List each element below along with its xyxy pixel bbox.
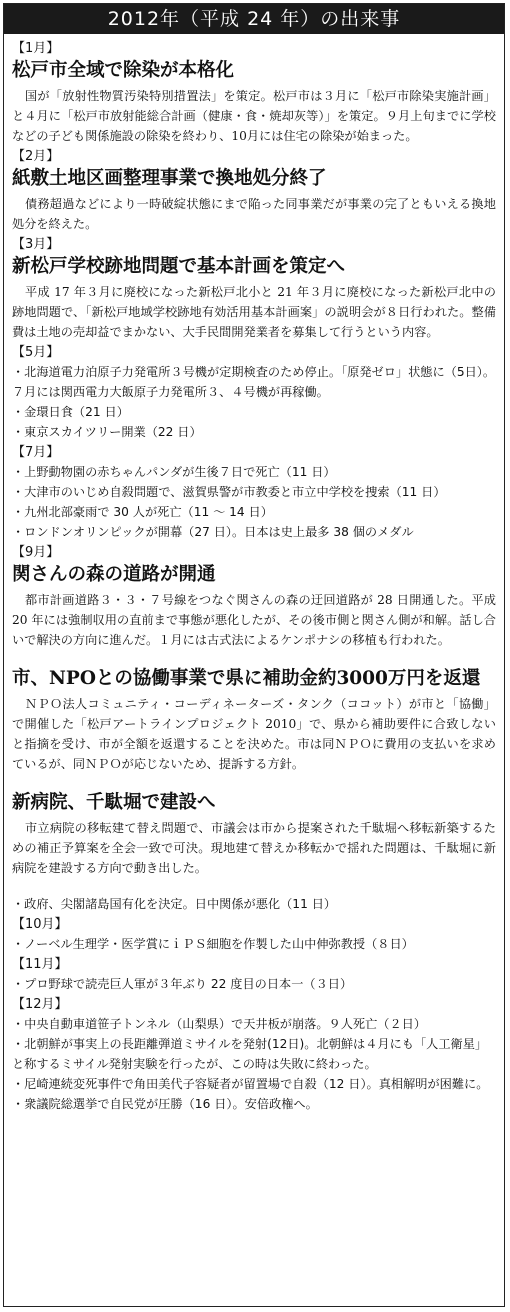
list-item: ・衆議院総選挙で自民党が圧勝（16 日）。安倍政権へ。 — [12, 1097, 318, 1111]
spacer — [12, 776, 496, 790]
list-item: ・金環日食（21 日） — [12, 405, 129, 419]
body-feb: 債務超過などにより一時破綻状態にまで陥った同事業だが事業の完了ともいえる換地処分を終えた。 — [12, 197, 496, 231]
month-label-sep: 【9月】 — [12, 545, 60, 560]
list-item: ・プロ野球で読売巨人軍が３年ぶり 22 度目の日本一（３日） — [12, 977, 353, 991]
month-label-nov: 【11月】 — [12, 957, 68, 972]
body-jan: 国が「放射性物質汚染特別措置法」を策定。松戸市は３月に「松戸市除染実施計画」と４月に「松戸市放射能総合計画（健康・食・焼却灰等）」を策定。９月上旬までに学校などの子ども関係施設の除染を終わり、10月には住宅の除染が始まった。 — [12, 89, 496, 143]
headline-sep: 関さんの森の道路が開通 — [12, 564, 216, 585]
spacer — [12, 652, 496, 666]
month-label-jul: 【7月】 — [12, 445, 60, 460]
list-item: ・北海道電力泊原子力発電所３号機が定期検査のため停止。「原発ゼロ」状態に（5日）。７月には関西電力大飯原子力発電所３、４号機が再稼働。 — [12, 365, 496, 399]
headline-hospital: 新病院、千駄堀で建設へ — [12, 792, 216, 813]
list-item: ・尼崎連続変死事件で角田美代子容疑者が留置場で自殺（12 日）。真相解明が困難に。 — [12, 1077, 489, 1091]
spacer — [12, 880, 496, 894]
list-item: ・東京スカイツリー開業（22 日） — [12, 425, 202, 439]
headline-jan: 松戸市全域で除染が本格化 — [12, 60, 235, 81]
page-title: 2012年（平成 24 年）の出来事 — [4, 4, 504, 34]
list-item: ・政府、尖閣諸島国有化を決定。日中関係が悪化（11 日） — [12, 897, 337, 911]
list-item: ・九州北部豪雨で 30 人が死亡（11 ～ 14 日） — [12, 505, 273, 519]
body-hospital: 市立病院の移転建て替え問題で、市議会は市から提案された千駄堀へ移転新築するための補正予算案を全会一致で可決。現地建て替えか移転かで揺れた問題は、千駄堀に新病院を建設する方向で動き出した。 — [12, 821, 496, 875]
headline-feb: 紙敷土地区画整理事業で換地処分終了 — [12, 168, 327, 189]
list-item: ・ロンドンオリンピックが開幕（27 日）。日本は史上最多 38 個のメダル — [12, 525, 414, 539]
list-item: ・中央自動車道笹子トンネル（山梨県）で天井板が崩落。９人死亡（２日） — [12, 1017, 427, 1031]
list-item: ・ノーベル生理学・医学賞にｉＰＳ細胞を作製した山中伸弥教授（８日） — [12, 937, 414, 951]
month-label-oct: 【10月】 — [12, 917, 68, 932]
list-item: ・上野動物園の赤ちゃんパンダが生後７日で死亡（11 日） — [12, 465, 336, 479]
month-label-mar: 【3月】 — [12, 237, 60, 252]
body-mar: 平成 17 年３月に廃校になった新松戸北小と 21 年３月に廃校になった新松戸北中の跡地問題で、「新松戸地域学校跡地有効活用基本計画案」の説明会が８日行われた。整備費は土地の売却益でまかない、大手民間開発業者を募集して行うという内容。 — [12, 285, 496, 339]
article-frame — [3, 3, 505, 1307]
month-label-jan: 【1月】 — [12, 41, 60, 56]
headline-mar: 新松戸学校跡地問題で基本計画を策定へ — [12, 256, 346, 277]
month-label-dec: 【12月】 — [12, 997, 68, 1012]
month-label-feb: 【2月】 — [12, 149, 60, 164]
article-content — [4, 34, 504, 1114]
list-item: ・大津市のいじめ自殺問題で、滋賀県警が市教委と市立中学校を捜索（11 日） — [12, 485, 446, 499]
headline-npo: 市、NPOとの協働事業で県に補助金約3000万円を返還 — [12, 668, 481, 689]
body-sep: 都市計画道路３・３・７号線をつなぐ関さんの森の迂回道路が 28 日開通した。平成 20 年には強制収用の直前まで事態が悪化したが、その後市側と関さん側が和解。話し合いで解決の方向に進んだ。１月には古式法によるケンポナシの移植も行われた。 — [12, 593, 496, 647]
list-item: ・北朝鮮が事実上の長距離弾道ミサイルを発射(12日)。北朝鮮は４月にも「人工衛星」と称するミサイル発射実験を行ったが、この時は失敗に終わった。 — [12, 1037, 488, 1071]
body-npo: ＮＰＯ法人コミュニティ・コーディネーターズ・タンク（ココット）が市と「協働」で開催した「松戸アートラインプロジェクト 2010」で、県から補助要件に合致しないと指摘を受け、市が全額を返還することを決めた。市は同ＮＰＯに費用の支払いを求めているが、同ＮＰＯが応じないため、提訴する方針。 — [12, 697, 496, 771]
month-label-may: 【5月】 — [12, 345, 60, 360]
